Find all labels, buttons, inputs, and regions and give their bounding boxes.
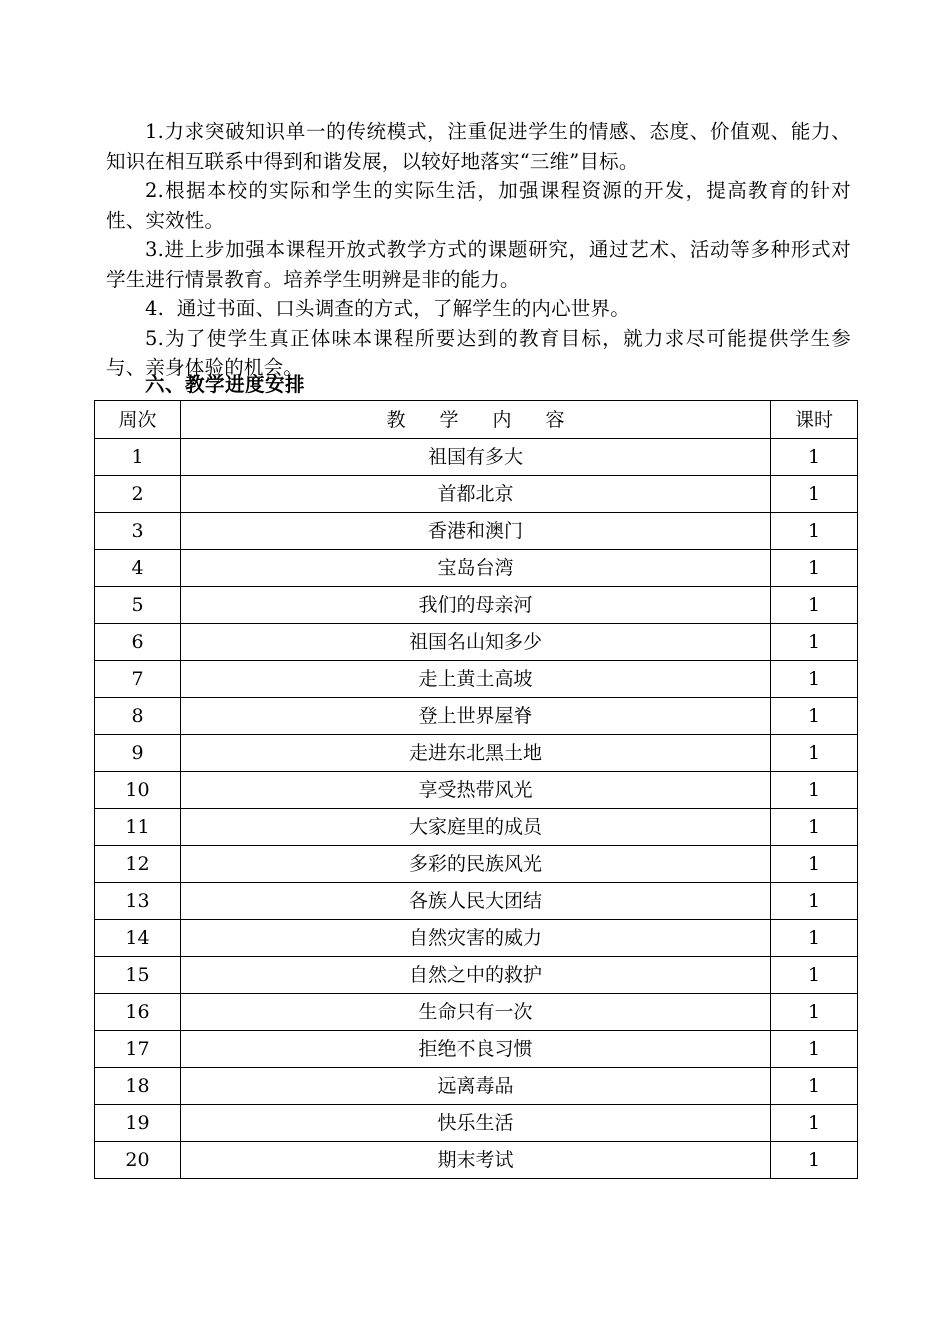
header-week: 周次 [95,401,181,439]
cell-hours: 1 [771,439,858,476]
cell-hours: 1 [771,920,858,957]
table-row [95,883,858,920]
cell-week: 1 [95,439,181,476]
table-row [95,476,858,513]
table-row [95,1142,858,1179]
cell-week: 19 [95,1105,181,1142]
table-row [95,698,858,735]
cell-content: 享受热带风光 [181,772,771,809]
cell-content: 祖国名山知多少 [181,624,771,661]
cell-content: 远离毒品 [181,1068,771,1105]
cell-hours: 1 [771,994,858,1031]
header-content [181,401,771,439]
cell-content: 自然之中的救护 [181,957,771,994]
cell-content: 大家庭里的成员 [181,809,771,846]
table-row [95,1031,858,1068]
cell-week: 15 [95,957,181,994]
cell-content: 走进东北黑土地 [181,735,771,772]
cell-hours: 1 [771,550,858,587]
paragraph-list [106,117,851,383]
cell-hours: 1 [771,846,858,883]
cell-hours: 1 [771,809,858,846]
table-row [95,920,858,957]
cell-hours: 1 [771,698,858,735]
cell-week: 20 [95,1142,181,1179]
table-row [95,809,858,846]
cell-hours: 1 [771,883,858,920]
cell-content: 期末考试 [181,1142,771,1179]
cell-hours: 1 [771,957,858,994]
cell-hours: 1 [771,772,858,809]
cell-content: 香港和澳门 [181,513,771,550]
cell-week: 5 [95,587,181,624]
cell-week: 16 [95,994,181,1031]
cell-hours: 1 [771,587,858,624]
cell-week: 3 [95,513,181,550]
cell-content: 多彩的民族风光 [181,846,771,883]
cell-week: 9 [95,735,181,772]
cell-content: 祖国有多大 [181,439,771,476]
cell-content: 首都北京 [181,476,771,513]
cell-content: 快乐生活 [181,1105,771,1142]
table-row [95,439,858,476]
paragraph-1: 1.力求突破知识单一的传统模式，注重促进学生的情感、态度、价值观、能力、知识在相互联系中得到和谐发展，以较好地落实“三维”目标。 [106,120,851,173]
cell-content: 拒绝不良习惯 [181,1031,771,1068]
cell-week: 2 [95,476,181,513]
table-row [95,1068,858,1105]
paragraph-5: 5.为了使学生真正体味本课程所要达到的教育目标，就力求尽可能提供学生参与、亲身体验的机会。 [106,326,851,379]
header-hours: 课时 [771,401,858,439]
table-row [95,513,858,550]
cell-content: 宝岛台湾 [181,550,771,587]
table-row [95,624,858,661]
cell-content: 生命只有一次 [181,994,771,1031]
cell-week: 17 [95,1031,181,1068]
section-heading: 六、教学进度安排 [145,373,306,396]
cell-week: 12 [95,846,181,883]
cell-hours: 1 [771,476,858,513]
paragraph-3: 3.进上步加强本课程开放式教学方式的课题研究，通过艺术、活动等多种形式对学生进行情景教育。培养学生明辨是非的能力。 [106,238,851,291]
cell-week: 7 [95,661,181,698]
table-row [95,957,858,994]
cell-content: 走上黄土高坡 [181,661,771,698]
cell-content: 各族人民大团结 [181,883,771,920]
cell-week: 14 [95,920,181,957]
cell-week: 11 [95,809,181,846]
header-content-label: 教学内容 [386,408,599,431]
cell-week: 13 [95,883,181,920]
cell-hours: 1 [771,513,858,550]
paragraph-4: 4. 通过书面、口头调查的方式，了解学生的内心世界。 [145,297,630,320]
cell-content: 我们的母亲河 [181,587,771,624]
cell-content: 自然灾害的威力 [181,920,771,957]
table-row [95,587,858,624]
cell-hours: 1 [771,661,858,698]
table-row [95,735,858,772]
table-row [95,846,858,883]
table-row [95,772,858,809]
cell-week: 6 [95,624,181,661]
table-row [95,994,858,1031]
cell-hours: 1 [771,1105,858,1142]
cell-hours: 1 [771,1068,858,1105]
table-row [95,1105,858,1142]
cell-week: 4 [95,550,181,587]
cell-week: 18 [95,1068,181,1105]
cell-hours: 1 [771,624,858,661]
cell-hours: 1 [771,1142,858,1179]
cell-content: 登上世界屋脊 [181,698,771,735]
cell-hours: 1 [771,1031,858,1068]
paragraph-2: 2.根据本校的实际和学生的实际生活，加强课程资源的开发，提高教育的针对性、实效性。 [106,179,851,232]
table-row [95,550,858,587]
cell-hours: 1 [771,735,858,772]
teaching-schedule-table [94,400,858,1179]
table-body [95,439,858,1179]
cell-week: 8 [95,698,181,735]
table-header-row [95,401,858,439]
cell-week: 10 [95,772,181,809]
table-row [95,661,858,698]
